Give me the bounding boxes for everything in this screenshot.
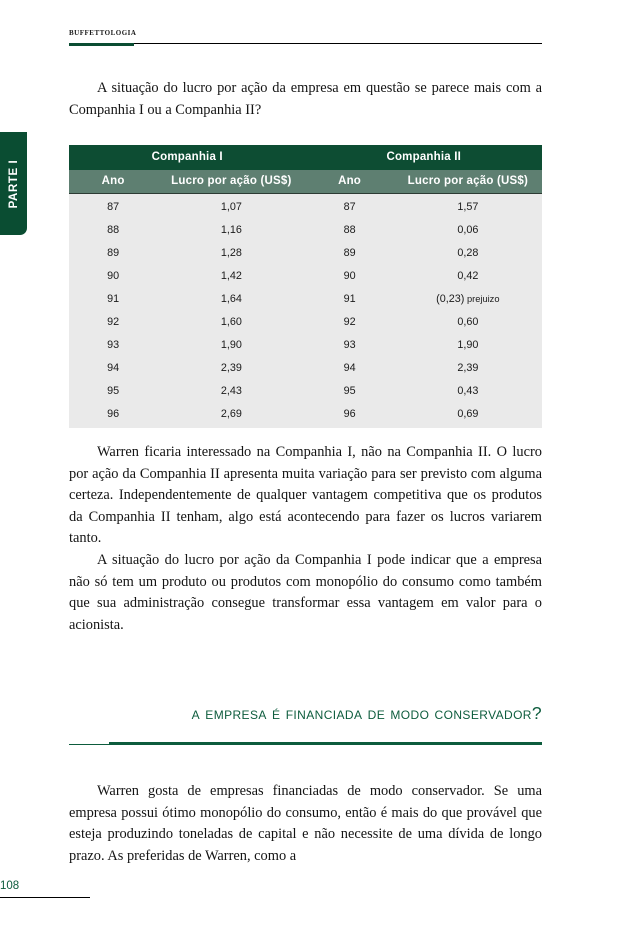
cell-year-companhia-2: 88 xyxy=(305,219,393,242)
cell-year-companhia-2: 95 xyxy=(305,380,393,403)
cell-year-companhia-2: 91 xyxy=(305,288,393,311)
section-heading-title: a empresa é financiada de modo conservador? xyxy=(191,703,542,723)
running-head-rule xyxy=(69,43,542,44)
column-header-eps-2: Lucro por ação (US$) xyxy=(394,170,542,194)
cell-eps-companhia-2: 2,39 xyxy=(394,357,542,380)
page-number: 108 xyxy=(0,880,20,892)
running-head-accent-rule xyxy=(69,43,134,46)
cell-eps-companhia-2: 1,57 xyxy=(394,194,542,219)
table-row xyxy=(69,311,542,334)
table-group-header-row xyxy=(69,145,542,170)
table-column-header-row xyxy=(69,170,542,194)
table-row xyxy=(69,403,542,429)
cell-year-companhia-1: 88 xyxy=(69,219,157,242)
cell-eps-companhia-1: 1,28 xyxy=(157,242,305,265)
cell-year-companhia-2: 87 xyxy=(305,194,393,219)
table-row xyxy=(69,242,542,265)
cell-year-companhia-2: 89 xyxy=(305,242,393,265)
cell-year-companhia-1: 93 xyxy=(69,334,157,357)
section-heading xyxy=(69,703,542,724)
cell-eps-companhia-2: 0,28 xyxy=(394,242,542,265)
running-head xyxy=(69,28,542,50)
table-row xyxy=(69,334,542,357)
cell-year-companhia-2: 94 xyxy=(305,357,393,380)
cell-eps-companhia-1: 1,60 xyxy=(157,311,305,334)
folio-rule xyxy=(0,897,90,898)
group-header-companhia-2: Companhia II xyxy=(305,145,542,170)
cell-note: prejuizo xyxy=(464,294,500,304)
table-row xyxy=(69,357,542,380)
column-header-eps-1: Lucro por ação (US$) xyxy=(157,170,305,194)
table-body xyxy=(69,194,542,429)
table-head xyxy=(69,145,542,194)
cell-eps-companhia-2: 1,90 xyxy=(394,334,542,357)
cell-eps-companhia-2: 0,43 xyxy=(394,380,542,403)
cell-eps-companhia-1: 2,69 xyxy=(157,403,305,429)
cell-year-companhia-1: 89 xyxy=(69,242,157,265)
cell-year-companhia-1: 94 xyxy=(69,357,157,380)
cell-eps-companhia-1: 1,16 xyxy=(157,219,305,242)
table-row xyxy=(69,380,542,403)
section-heading-rule-thick xyxy=(109,742,542,745)
table-row xyxy=(69,288,542,311)
running-head-title: buffettologia xyxy=(69,28,137,38)
cell-eps-companhia-1: 1,42 xyxy=(157,265,305,288)
cell-eps-companhia-2: 0,42 xyxy=(394,265,542,288)
cell-year-companhia-1: 95 xyxy=(69,380,157,403)
section-heading-rule-thin xyxy=(69,744,109,745)
cell-year-companhia-2: 93 xyxy=(305,334,393,357)
intro-paragraph: A situação do lucro por ação da empresa em questão se parece mais com a Companhia I ou a Companhia II? xyxy=(69,80,542,118)
cell-eps-companhia-2: 0,06 xyxy=(394,219,542,242)
cell-eps-companhia-1: 1,07 xyxy=(157,194,305,219)
cell-year-companhia-1: 87 xyxy=(69,194,157,219)
cell-year-companhia-2: 90 xyxy=(305,265,393,288)
body-paragraph-2: A situação do lucro por ação da Companhia I pode indicar que a empresa não só tem um produto ou produtos com monopólio do consumo como também que sua administração consegue transformar essa vantagem em valor para o acionista. xyxy=(69,552,542,633)
part-tab xyxy=(0,132,27,235)
cell-year-companhia-1: 90 xyxy=(69,265,157,288)
cell-eps-companhia-1: 1,90 xyxy=(157,334,305,357)
cell-eps-companhia-1: 2,39 xyxy=(157,357,305,380)
cell-year-companhia-1: 92 xyxy=(69,311,157,334)
folio xyxy=(0,880,110,910)
column-header-ano-1: Ano xyxy=(69,170,157,194)
cell-year-companhia-1: 91 xyxy=(69,288,157,311)
body-paragraph-1: Warren ficaria interessado na Companhia I, não na Companhia II. O lucro por ação da Companhia II apresenta muita variação para ser previsto com alguma certeza. Independentemente de qualquer vantagem competitiva que os produtos da Companhia II tenham, algo está acontecendo para fazer os lucros variarem tanto. xyxy=(69,444,542,546)
page-content xyxy=(69,0,542,927)
cell-eps-companhia-2: (0,23) prejuizo xyxy=(394,288,542,311)
cell-year-companhia-1: 96 xyxy=(69,403,157,429)
part-tab-label: PARTE I xyxy=(7,159,20,208)
table-row xyxy=(69,265,542,288)
cell-eps-companhia-1: 2,43 xyxy=(157,380,305,403)
table-row xyxy=(69,219,542,242)
cell-eps-companhia-2: 0,69 xyxy=(394,403,542,429)
earnings-comparison-table xyxy=(69,145,542,428)
cell-year-companhia-2: 92 xyxy=(305,311,393,334)
group-header-companhia-1: Companhia I xyxy=(69,145,305,170)
closing-paragraph: Warren gosta de empresas financiadas de modo conservador. Se uma empresa possui ótimo monopólio do consumo, então é mais do que provável que esteja produzindo toneladas de capital e não necessite de uma dívida de longo prazo. As preferidas de Warren, como a xyxy=(69,783,542,864)
cell-eps-companhia-1: 1,64 xyxy=(157,288,305,311)
column-header-ano-2: Ano xyxy=(305,170,393,194)
table-row xyxy=(69,194,542,219)
cell-year-companhia-2: 96 xyxy=(305,403,393,429)
cell-eps-companhia-2: 0,60 xyxy=(394,311,542,334)
